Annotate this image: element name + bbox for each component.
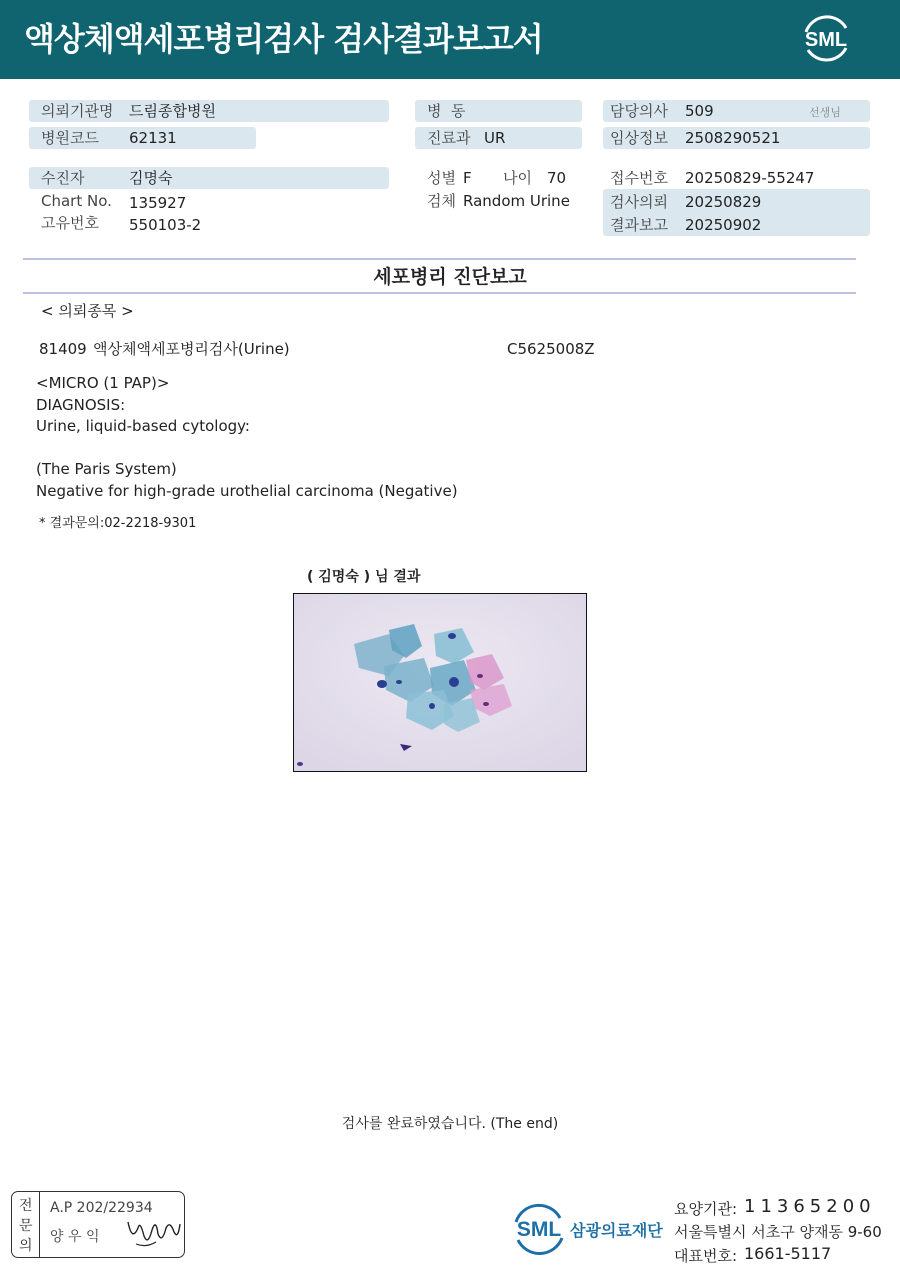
patient-label: 수진자 [41,169,85,187]
sex-label: 성별 [427,169,456,187]
report-header [0,0,900,79]
contact-note: * 결과문의:02-2218-9301 [39,516,197,531]
items-header: < 의뢰종목 > [41,302,134,320]
institution-value: 드림종합병원 [129,102,216,120]
stamp-char-3: 의 [19,1238,33,1254]
age-label: 나이 [503,169,532,187]
cytology-image [293,593,587,772]
care-number: 11365200 [744,1196,876,1217]
stamp-char-1: 전 [19,1198,33,1214]
stamp-id: A.P 202/22934 [50,1200,153,1216]
request-label: 검사의뢰 [610,193,668,211]
image-caption: ( 김명숙 ) 님 결과 [307,569,421,585]
end-text: 검사를 완료하였습니다. (The end) [341,1116,559,1132]
paris-system-line: (The Paris System) [36,460,177,478]
divider-top [23,258,856,260]
signature [126,1214,182,1256]
pathologist-stamp [11,1191,185,1258]
care-label: 요양기관: [674,1200,738,1218]
org-name: 삼광의료재단 [570,1221,663,1240]
dept-label: 진료과 [427,129,471,147]
institution-label: 의뢰기관명 [41,102,114,120]
stamp-char-2: 문 [19,1218,33,1234]
report-title: 액상체액세포병리검사 검사결과보고서 [24,20,543,58]
micro-line: <MICRO (1 PAP)> [36,374,170,392]
phone-label: 대표번호: [674,1247,738,1265]
sml-footer-logo [510,1200,568,1262]
svg-text:SML: SML [516,1218,562,1241]
unique-number: 550103-2 [129,216,202,234]
chart-label: Chart No. [41,192,112,210]
address: 서울특별시 서초구 양재동 9-60 [674,1223,882,1241]
item-name: 액상체액세포병리검사(Urine) [93,340,290,358]
ward-label: 병 동 [427,102,466,120]
hospital-code-label: 병원코드 [41,129,99,147]
svg-text:SML: SML [804,29,848,51]
request-date: 20250829 [685,193,762,211]
specimen-label: 검체 [427,192,456,210]
report-label: 결과보고 [610,216,668,234]
sml-logo [798,12,854,68]
report-date: 20250902 [685,216,762,234]
sex-value: F [463,169,472,187]
stamp-name: 양 우 익 [50,1229,100,1245]
doctor-value: 509 [685,102,714,120]
doctor-label: 담당의사 [610,102,668,120]
section-title: 세포병리 진단보고 [373,266,527,288]
phone-number: 1661-5117 [744,1244,832,1263]
divider-bottom [23,292,856,294]
patient-name: 김명숙 [129,169,173,187]
specimen-value: Random Urine [463,192,570,210]
dept-value: UR [484,129,506,147]
diagnosis-line: DIAGNOSIS: [36,396,126,414]
stamp-vertical [12,1192,40,1257]
result-line: Negative for high-grade urothelial carcinoma (Negative) [36,482,458,500]
item-code: 81409 [39,340,87,358]
item-ref: C5625008Z [507,340,595,358]
hospital-code-value: 62131 [129,129,177,147]
specimen-method-line: Urine, liquid-based cytology: [36,417,250,435]
doctor-suffix: 선생님 [809,106,841,119]
receipt-label: 접수번호 [610,169,668,187]
age-value: 70 [547,169,567,187]
receipt-number: 20250829-55247 [685,169,815,187]
chart-number: 135927 [129,194,187,212]
clinical-value: 2508290521 [685,129,781,147]
clinical-label: 임상정보 [610,129,668,147]
unique-label: 고유번호 [41,214,99,232]
